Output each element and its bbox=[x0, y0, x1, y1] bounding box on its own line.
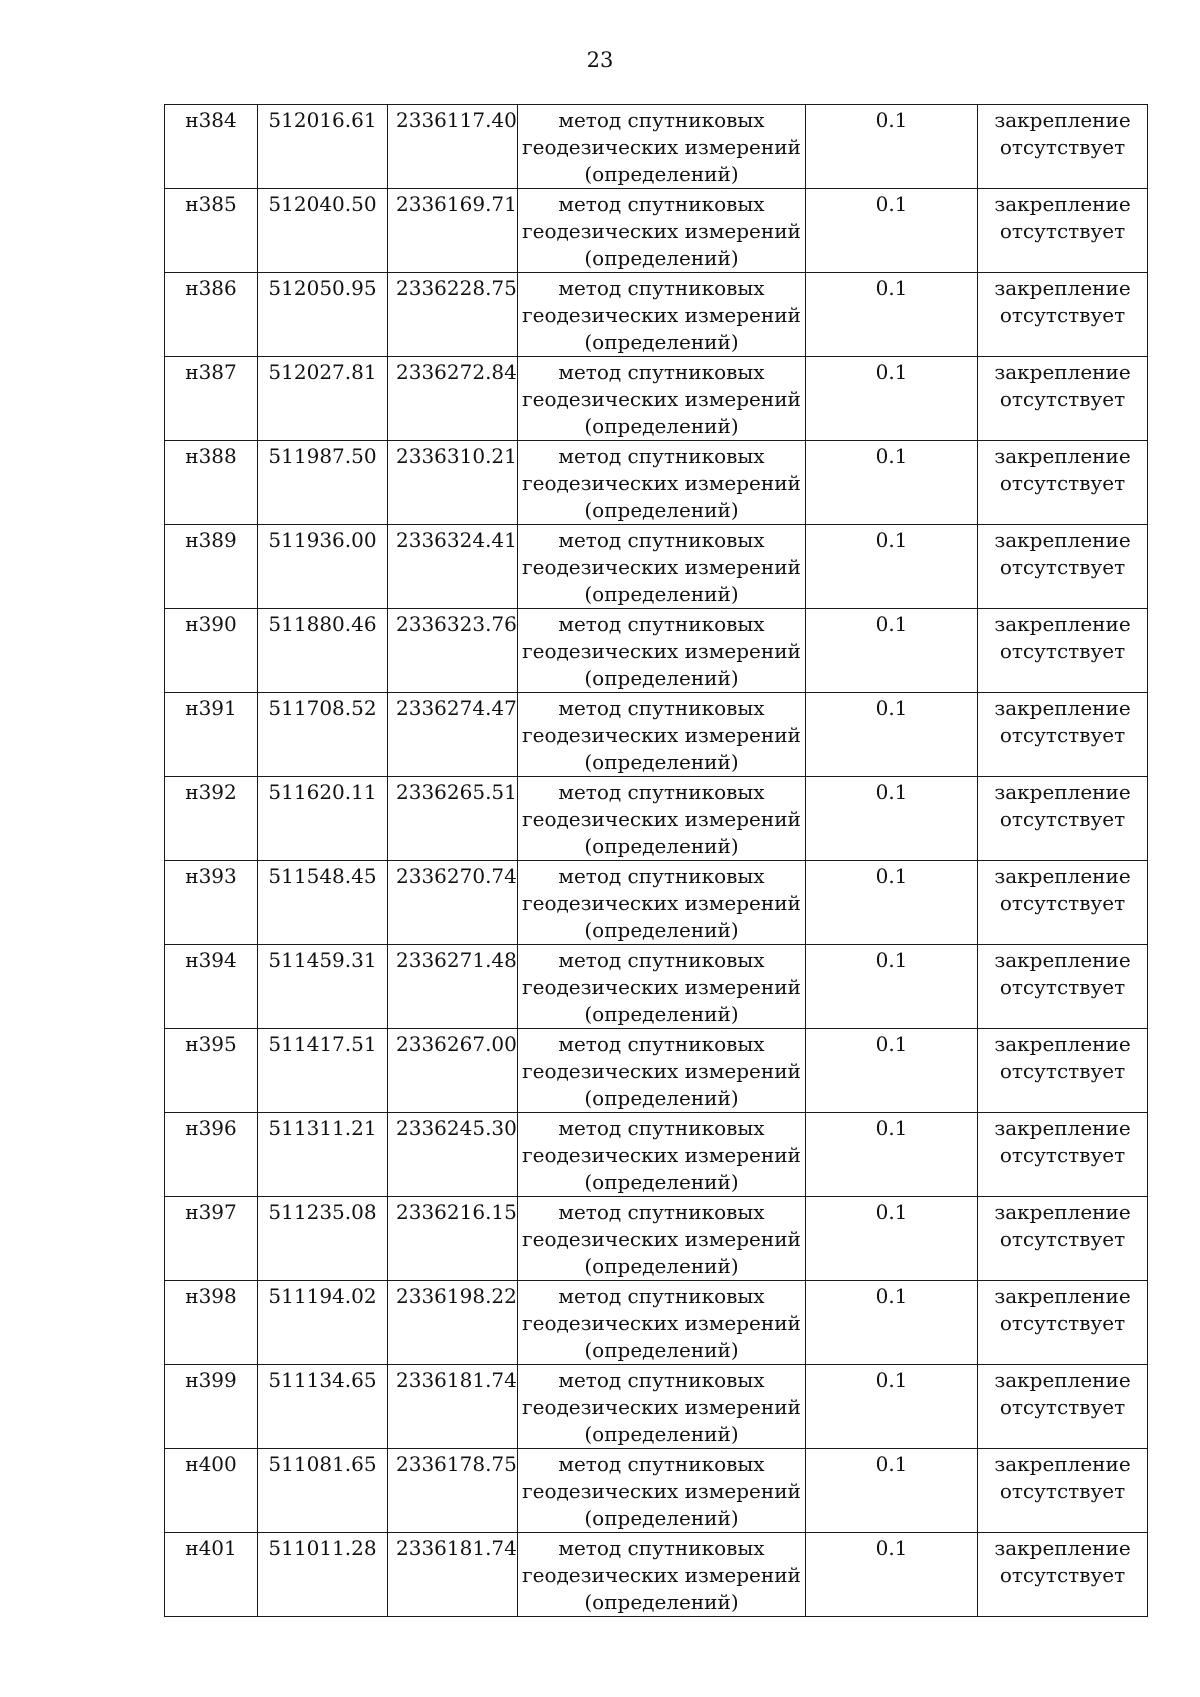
point-name: н384 bbox=[185, 108, 237, 132]
method-cell bbox=[518, 357, 806, 441]
y-coordinate-cell bbox=[388, 1281, 518, 1365]
x-coordinate: 511708.52 bbox=[268, 696, 377, 720]
y-coordinate: 2336198.22 bbox=[396, 1284, 517, 1308]
method-line-2: геодезических измерений bbox=[522, 1143, 801, 1167]
method-line-3: (определений) bbox=[584, 750, 739, 774]
accuracy-value: 0.1 bbox=[875, 1368, 908, 1392]
fixing-cell bbox=[978, 1365, 1148, 1449]
fixing-line-2: отсутствует bbox=[999, 555, 1126, 579]
fixing-cell bbox=[978, 693, 1148, 777]
method-line-2: геодезических измерений bbox=[522, 471, 801, 495]
method-line-1: метод спутниковых bbox=[558, 1032, 765, 1056]
fixing-line-2: отсутствует bbox=[999, 1479, 1126, 1503]
accuracy-cell bbox=[806, 1113, 978, 1197]
x-coordinate: 511011.28 bbox=[268, 1536, 377, 1560]
accuracy-value: 0.1 bbox=[875, 864, 908, 888]
point-name: н401 bbox=[185, 1536, 237, 1560]
method-line-2: геодезических измерений bbox=[522, 1059, 801, 1083]
y-coordinate-cell bbox=[388, 777, 518, 861]
method-line-1: метод спутниковых bbox=[558, 948, 765, 972]
x-coordinate-cell bbox=[258, 357, 388, 441]
method-line-1: метод спутниковых bbox=[558, 1200, 765, 1224]
accuracy-value: 0.1 bbox=[875, 108, 908, 132]
x-coordinate: 511880.46 bbox=[268, 612, 377, 636]
fixing-line-1: закрепление bbox=[994, 528, 1131, 552]
y-coordinate-cell bbox=[388, 357, 518, 441]
fixing-line-1: закрепление bbox=[994, 1032, 1131, 1056]
accuracy-cell bbox=[806, 693, 978, 777]
accuracy-cell bbox=[806, 861, 978, 945]
point-name-cell bbox=[165, 105, 258, 189]
x-coordinate: 511620.11 bbox=[268, 780, 377, 804]
accuracy-value: 0.1 bbox=[875, 276, 908, 300]
fixing-cell bbox=[978, 861, 1148, 945]
method-cell bbox=[518, 525, 806, 609]
method-cell bbox=[518, 1365, 806, 1449]
accuracy-cell bbox=[806, 609, 978, 693]
fixing-line-2: отсутствует bbox=[999, 891, 1126, 915]
point-name: н385 bbox=[185, 192, 237, 216]
point-name: н391 bbox=[185, 696, 237, 720]
y-coordinate-cell bbox=[388, 525, 518, 609]
accuracy-value: 0.1 bbox=[875, 1200, 908, 1224]
point-name: н397 bbox=[185, 1200, 237, 1224]
x-coordinate-cell bbox=[258, 609, 388, 693]
method-cell bbox=[518, 441, 806, 525]
fixing-cell bbox=[978, 189, 1148, 273]
method-line-2: геодезических измерений bbox=[522, 975, 801, 999]
y-coordinate-cell bbox=[388, 273, 518, 357]
point-name-cell bbox=[165, 861, 258, 945]
method-line-1: метод спутниковых bbox=[558, 780, 765, 804]
accuracy-cell bbox=[806, 1365, 978, 1449]
fixing-line-1: закрепление bbox=[994, 1452, 1131, 1476]
point-name-cell bbox=[165, 945, 258, 1029]
point-name-cell bbox=[165, 189, 258, 273]
fixing-line-1: закрепление bbox=[994, 1116, 1131, 1140]
table-row bbox=[165, 105, 1148, 189]
point-name: н388 bbox=[185, 444, 237, 468]
fixing-line-2: отсутствует bbox=[999, 135, 1126, 159]
method-cell bbox=[518, 693, 806, 777]
accuracy-cell bbox=[806, 441, 978, 525]
fixing-line-1: закрепление bbox=[994, 444, 1131, 468]
method-cell bbox=[518, 1113, 806, 1197]
fixing-cell bbox=[978, 273, 1148, 357]
table-row bbox=[165, 1113, 1148, 1197]
x-coordinate: 511235.08 bbox=[268, 1200, 377, 1224]
accuracy-cell bbox=[806, 777, 978, 861]
y-coordinate-cell bbox=[388, 609, 518, 693]
x-coordinate-cell bbox=[258, 1449, 388, 1533]
method-line-3: (определений) bbox=[584, 498, 739, 522]
y-coordinate: 2336265.51 bbox=[396, 780, 517, 804]
point-name: н390 bbox=[185, 612, 237, 636]
x-coordinate: 511987.50 bbox=[268, 444, 377, 468]
accuracy-cell bbox=[806, 1281, 978, 1365]
y-coordinate: 2336323.76 bbox=[396, 612, 517, 636]
accuracy-value: 0.1 bbox=[875, 444, 908, 468]
accuracy-cell bbox=[806, 525, 978, 609]
x-coordinate-cell bbox=[258, 861, 388, 945]
fixing-line-2: отсутствует bbox=[999, 303, 1126, 327]
x-coordinate: 512040.50 bbox=[268, 192, 377, 216]
method-line-2: геодезических измерений bbox=[522, 219, 801, 243]
method-line-3: (определений) bbox=[584, 414, 739, 438]
method-line-3: (определений) bbox=[584, 1590, 739, 1614]
fixing-cell bbox=[978, 1029, 1148, 1113]
y-coordinate-cell bbox=[388, 1113, 518, 1197]
table-row bbox=[165, 609, 1148, 693]
point-name: н400 bbox=[185, 1452, 237, 1476]
method-line-3: (определений) bbox=[584, 918, 739, 942]
accuracy-value: 0.1 bbox=[875, 948, 908, 972]
method-line-2: геодезических измерений bbox=[522, 303, 801, 327]
method-cell bbox=[518, 273, 806, 357]
y-coordinate-cell bbox=[388, 1449, 518, 1533]
accuracy-value: 0.1 bbox=[875, 612, 908, 636]
y-coordinate: 2336228.75 bbox=[396, 276, 517, 300]
fixing-line-1: закрепление bbox=[994, 1536, 1131, 1560]
method-cell bbox=[518, 777, 806, 861]
x-coordinate-cell bbox=[258, 189, 388, 273]
table-body bbox=[165, 105, 1148, 1617]
x-coordinate: 511548.45 bbox=[268, 864, 377, 888]
fixing-cell bbox=[978, 1533, 1148, 1617]
fixing-cell bbox=[978, 1281, 1148, 1365]
y-coordinate: 2336216.15 bbox=[396, 1200, 517, 1224]
point-name-cell bbox=[165, 273, 258, 357]
accuracy-value: 0.1 bbox=[875, 1032, 908, 1056]
table-row bbox=[165, 273, 1148, 357]
fixing-line-1: закрепление bbox=[994, 276, 1131, 300]
method-line-2: геодезических измерений bbox=[522, 1227, 801, 1251]
method-line-1: метод спутниковых bbox=[558, 360, 765, 384]
y-coordinate: 2336117.40 bbox=[396, 108, 517, 132]
fixing-line-1: закрепление bbox=[994, 696, 1131, 720]
y-coordinate-cell bbox=[388, 441, 518, 525]
method-line-3: (определений) bbox=[584, 330, 739, 354]
method-cell bbox=[518, 1449, 806, 1533]
method-line-3: (определений) bbox=[584, 246, 739, 270]
fixing-line-1: закрепление bbox=[994, 864, 1131, 888]
y-coordinate: 2336181.74 bbox=[396, 1368, 517, 1392]
x-coordinate-cell bbox=[258, 525, 388, 609]
point-name: н396 bbox=[185, 1116, 237, 1140]
fixing-cell bbox=[978, 105, 1148, 189]
fixing-line-2: отсутствует bbox=[999, 1311, 1126, 1335]
method-line-1: метод спутниковых bbox=[558, 612, 765, 636]
fixing-line-1: закрепление bbox=[994, 1368, 1131, 1392]
fixing-cell bbox=[978, 525, 1148, 609]
accuracy-cell bbox=[806, 1197, 978, 1281]
point-name-cell bbox=[165, 609, 258, 693]
fixing-cell bbox=[978, 777, 1148, 861]
y-coordinate-cell bbox=[388, 105, 518, 189]
point-name-cell bbox=[165, 777, 258, 861]
method-line-2: геодезических измерений bbox=[522, 1479, 801, 1503]
method-cell bbox=[518, 1197, 806, 1281]
x-coordinate: 511194.02 bbox=[268, 1284, 377, 1308]
method-cell bbox=[518, 1281, 806, 1365]
fixing-line-2: отсутствует bbox=[999, 1563, 1126, 1587]
y-coordinate: 2336178.75 bbox=[396, 1452, 517, 1476]
method-cell bbox=[518, 945, 806, 1029]
method-line-1: метод спутниковых bbox=[558, 1368, 765, 1392]
method-cell bbox=[518, 609, 806, 693]
x-coordinate: 512027.81 bbox=[268, 360, 377, 384]
fixing-cell bbox=[978, 1449, 1148, 1533]
method-line-3: (определений) bbox=[584, 1254, 739, 1278]
fixing-line-1: закрепление bbox=[994, 780, 1131, 804]
y-coordinate-cell bbox=[388, 1029, 518, 1113]
point-name: н394 bbox=[185, 948, 237, 972]
method-line-2: геодезических измерений bbox=[522, 1395, 801, 1419]
fixing-line-2: отсутствует bbox=[999, 807, 1126, 831]
y-coordinate: 2336271.48 bbox=[396, 948, 517, 972]
point-name: н387 bbox=[185, 360, 237, 384]
method-line-2: геодезических измерений bbox=[522, 387, 801, 411]
method-line-2: геодезических измерений bbox=[522, 135, 801, 159]
point-name-cell bbox=[165, 525, 258, 609]
table-row bbox=[165, 861, 1148, 945]
accuracy-cell bbox=[806, 357, 978, 441]
method-line-2: геодезических измерений bbox=[522, 639, 801, 663]
method-line-3: (определений) bbox=[584, 162, 739, 186]
x-coordinate: 511936.00 bbox=[268, 528, 377, 552]
point-name-cell bbox=[165, 1281, 258, 1365]
fixing-line-2: отсутствует bbox=[999, 219, 1126, 243]
table-row bbox=[165, 1449, 1148, 1533]
method-line-3: (определений) bbox=[584, 834, 739, 858]
fixing-line-1: закрепление bbox=[994, 948, 1131, 972]
method-line-2: геодезических измерений bbox=[522, 723, 801, 747]
method-line-2: геодезических измерений bbox=[522, 555, 801, 579]
method-line-1: метод спутниковых bbox=[558, 108, 765, 132]
fixing-line-2: отсутствует bbox=[999, 1227, 1126, 1251]
x-coordinate-cell bbox=[258, 1365, 388, 1449]
accuracy-value: 0.1 bbox=[875, 1284, 908, 1308]
point-name-cell bbox=[165, 1029, 258, 1113]
x-coordinate: 511081.65 bbox=[268, 1452, 377, 1476]
method-line-2: геодезических измерений bbox=[522, 891, 801, 915]
point-name: н392 bbox=[185, 780, 237, 804]
y-coordinate-cell bbox=[388, 1365, 518, 1449]
y-coordinate-cell bbox=[388, 861, 518, 945]
fixing-line-2: отсутствует bbox=[999, 387, 1126, 411]
accuracy-cell bbox=[806, 1533, 978, 1617]
table-row bbox=[165, 945, 1148, 1029]
fixing-cell bbox=[978, 609, 1148, 693]
table-row bbox=[165, 1365, 1148, 1449]
y-coordinate: 2336181.74 bbox=[396, 1536, 517, 1560]
fixing-line-1: закрепление bbox=[994, 1200, 1131, 1224]
method-line-3: (определений) bbox=[584, 1422, 739, 1446]
coordinates-table bbox=[164, 104, 1148, 1617]
accuracy-value: 0.1 bbox=[875, 696, 908, 720]
fixing-line-2: отсутствует bbox=[999, 1059, 1126, 1083]
method-line-1: метод спутниковых bbox=[558, 1284, 765, 1308]
method-line-1: метод спутниковых bbox=[558, 528, 765, 552]
x-coordinate: 511417.51 bbox=[268, 1032, 377, 1056]
method-line-2: геодезических измерений bbox=[522, 1563, 801, 1587]
y-coordinate: 2336324.41 bbox=[396, 528, 517, 552]
fixing-line-1: закрепление bbox=[994, 612, 1131, 636]
method-cell bbox=[518, 189, 806, 273]
fixing-line-1: закрепление bbox=[994, 192, 1131, 216]
x-coordinate-cell bbox=[258, 945, 388, 1029]
fixing-cell bbox=[978, 357, 1148, 441]
x-coordinate-cell bbox=[258, 273, 388, 357]
point-name: н399 bbox=[185, 1368, 237, 1392]
table-row bbox=[165, 357, 1148, 441]
point-name-cell bbox=[165, 693, 258, 777]
x-coordinate: 512016.61 bbox=[268, 108, 377, 132]
method-line-1: метод спутниковых bbox=[558, 1536, 765, 1560]
table-row bbox=[165, 693, 1148, 777]
accuracy-value: 0.1 bbox=[875, 1116, 908, 1140]
y-coordinate: 2336274.47 bbox=[396, 696, 517, 720]
accuracy-cell bbox=[806, 105, 978, 189]
method-line-1: метод спутниковых bbox=[558, 276, 765, 300]
method-line-3: (определений) bbox=[584, 1506, 739, 1530]
page-number: 23 bbox=[586, 48, 614, 72]
fixing-line-1: закрепление bbox=[994, 108, 1131, 132]
x-coordinate-cell bbox=[258, 441, 388, 525]
fixing-line-1: закрепление bbox=[994, 1284, 1131, 1308]
method-line-3: (определений) bbox=[584, 582, 739, 606]
accuracy-value: 0.1 bbox=[875, 1536, 908, 1560]
accuracy-cell bbox=[806, 273, 978, 357]
x-coordinate-cell bbox=[258, 1533, 388, 1617]
accuracy-value: 0.1 bbox=[875, 780, 908, 804]
method-line-1: метод спутниковых bbox=[558, 696, 765, 720]
table-row bbox=[165, 189, 1148, 273]
accuracy-cell bbox=[806, 189, 978, 273]
method-line-3: (определений) bbox=[584, 1338, 739, 1362]
fixing-line-1: закрепление bbox=[994, 360, 1131, 384]
x-coordinate-cell bbox=[258, 1029, 388, 1113]
table-row bbox=[165, 441, 1148, 525]
method-line-3: (определений) bbox=[584, 1002, 739, 1026]
fixing-line-2: отсутствует bbox=[999, 1143, 1126, 1167]
method-line-3: (определений) bbox=[584, 666, 739, 690]
point-name: н398 bbox=[185, 1284, 237, 1308]
y-coordinate-cell bbox=[388, 1197, 518, 1281]
method-line-1: метод спутниковых bbox=[558, 192, 765, 216]
y-coordinate-cell bbox=[388, 693, 518, 777]
y-coordinate-cell bbox=[388, 189, 518, 273]
table-row bbox=[165, 1029, 1148, 1113]
point-name-cell bbox=[165, 1113, 258, 1197]
x-coordinate-cell bbox=[258, 105, 388, 189]
method-cell bbox=[518, 861, 806, 945]
method-cell bbox=[518, 1029, 806, 1113]
x-coordinate: 511459.31 bbox=[268, 948, 377, 972]
method-line-1: метод спутниковых bbox=[558, 864, 765, 888]
x-coordinate: 511311.21 bbox=[268, 1116, 377, 1140]
method-line-2: геодезических измерений bbox=[522, 807, 801, 831]
x-coordinate-cell bbox=[258, 1113, 388, 1197]
x-coordinate: 512050.95 bbox=[268, 276, 377, 300]
fixing-cell bbox=[978, 945, 1148, 1029]
accuracy-cell bbox=[806, 1449, 978, 1533]
method-line-1: метод спутниковых bbox=[558, 1116, 765, 1140]
method-line-1: метод спутниковых bbox=[558, 444, 765, 468]
fixing-cell bbox=[978, 1113, 1148, 1197]
accuracy-value: 0.1 bbox=[875, 528, 908, 552]
accuracy-value: 0.1 bbox=[875, 1452, 908, 1476]
y-coordinate-cell bbox=[388, 945, 518, 1029]
x-coordinate-cell bbox=[258, 1197, 388, 1281]
method-line-3: (определений) bbox=[584, 1170, 739, 1194]
method-cell bbox=[518, 105, 806, 189]
method-line-2: геодезических измерений bbox=[522, 1311, 801, 1335]
fixing-line-2: отсутствует bbox=[999, 723, 1126, 747]
accuracy-value: 0.1 bbox=[875, 360, 908, 384]
method-line-1: метод спутниковых bbox=[558, 1452, 765, 1476]
fixing-line-2: отсутствует bbox=[999, 471, 1126, 495]
fixing-line-2: отсутствует bbox=[999, 1395, 1126, 1419]
y-coordinate: 2336169.71 bbox=[396, 192, 517, 216]
x-coordinate: 511134.65 bbox=[268, 1368, 377, 1392]
point-name-cell bbox=[165, 1365, 258, 1449]
fixing-line-2: отсутствует bbox=[999, 639, 1126, 663]
y-coordinate: 2336245.30 bbox=[396, 1116, 517, 1140]
table-row bbox=[165, 1197, 1148, 1281]
y-coordinate: 2336310.21 bbox=[396, 444, 517, 468]
point-name: н393 bbox=[185, 864, 237, 888]
y-coordinate: 2336270.74 bbox=[396, 864, 517, 888]
x-coordinate-cell bbox=[258, 693, 388, 777]
point-name-cell bbox=[165, 441, 258, 525]
method-cell bbox=[518, 1533, 806, 1617]
x-coordinate-cell bbox=[258, 1281, 388, 1365]
table-row bbox=[165, 525, 1148, 609]
table-row bbox=[165, 1281, 1148, 1365]
point-name-cell bbox=[165, 1449, 258, 1533]
y-coordinate-cell bbox=[388, 1533, 518, 1617]
point-name: н389 bbox=[185, 528, 237, 552]
fixing-cell bbox=[978, 1197, 1148, 1281]
fixing-line-2: отсутствует bbox=[999, 975, 1126, 999]
table-row bbox=[165, 777, 1148, 861]
accuracy-cell bbox=[806, 1029, 978, 1113]
y-coordinate: 2336267.00 bbox=[396, 1032, 517, 1056]
point-name: н395 bbox=[185, 1032, 237, 1056]
table-row bbox=[165, 1533, 1148, 1617]
point-name-cell bbox=[165, 1533, 258, 1617]
y-coordinate: 2336272.84 bbox=[396, 360, 517, 384]
method-line-3: (определений) bbox=[584, 1086, 739, 1110]
point-name: н386 bbox=[185, 276, 237, 300]
accuracy-cell bbox=[806, 945, 978, 1029]
point-name-cell bbox=[165, 357, 258, 441]
accuracy-value: 0.1 bbox=[875, 192, 908, 216]
x-coordinate-cell bbox=[258, 777, 388, 861]
fixing-cell bbox=[978, 441, 1148, 525]
point-name-cell bbox=[165, 1197, 258, 1281]
